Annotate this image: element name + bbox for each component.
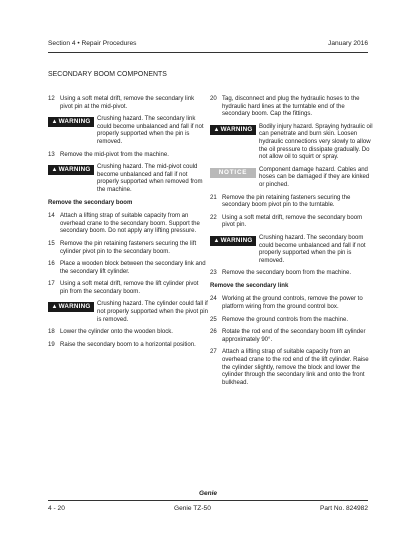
step-25	[210, 317, 374, 325]
warning-badge	[48, 302, 94, 312]
step-12	[48, 96, 208, 111]
step-number: 15	[48, 240, 55, 247]
warning-block	[48, 164, 208, 194]
warning-badge	[48, 117, 94, 127]
step-18	[48, 329, 208, 337]
warning-triangle-icon: ▲	[213, 126, 220, 133]
warning-text: Bodily injury hazard. Spraying hydraulic oil can penetrate and burn skin. Loosen hydraulic connections very slowly to allow the oil pressure to dissipate gradually. Do not allow oil to squirt or spray.	[259, 123, 373, 161]
right-column	[210, 96, 374, 392]
warning-label: WARNING	[220, 236, 253, 244]
left-column	[48, 96, 208, 354]
step-number: 12	[48, 96, 55, 102]
warning-block	[210, 124, 374, 162]
step-16	[48, 261, 208, 276]
part-number: Part No. 824982	[319, 505, 368, 512]
step-number: 20	[210, 96, 217, 102]
warning-block	[48, 301, 208, 324]
subheading-remove-secondary-boom: Remove the secondary boom	[48, 199, 133, 206]
header-rule	[48, 52, 368, 53]
notice-text: Component damage hazard. Cables and hoses can be damaged if they are kinked or pinched.	[259, 166, 370, 188]
warning-text: Crushing hazard. The secondary boom could become unbalanced and fall if not properly supported when the pin is removed.	[259, 234, 366, 264]
warning-label: WARNING	[58, 166, 91, 174]
header-section: Section 4 • Repair Procedures	[48, 40, 137, 47]
warning-text: Crushing hazard. The secondary link could become unbalanced and fall if not properly supported when the pin is removed.	[97, 116, 204, 145]
step-number: 27	[210, 349, 217, 356]
footer-rule	[48, 500, 368, 501]
warning-block	[210, 235, 374, 265]
warning-text: Crushing hazard. The cylinder could fall if not properly supported when the pivot pin is removed.	[97, 301, 208, 323]
warning-badge	[48, 165, 94, 175]
step-number: 23	[210, 270, 217, 277]
step-text: Remove the secondary boom from the machine.	[222, 270, 352, 277]
step-number: 14	[48, 213, 55, 220]
page-number: 4 - 20	[48, 505, 65, 512]
step-19	[48, 342, 208, 350]
step-number: 24	[210, 296, 217, 303]
step-17	[48, 281, 208, 296]
step-text: Attach a lifting strap of suitable capacity from an overhead crane to the rod end of the lift cylinder. Raise the cylinder slightly, remove the block and lower the cylinder through the secondary link and onto the front bulkhead.	[222, 349, 369, 386]
warning-triangle-icon: ▲	[51, 119, 58, 126]
step-number: 25	[210, 316, 217, 323]
warning-badge	[210, 236, 256, 246]
step-number: 18	[48, 329, 55, 336]
step-text: Using a soft metal drift, remove the secondary boom pivot pin.	[222, 214, 363, 229]
warning-label: WARNING	[58, 303, 91, 311]
warning-text: Crushing hazard. The mid-pivot could become unbalanced and fall if not properly supported when removed from the machine.	[97, 164, 203, 193]
subheading-remove-secondary-link: Remove the secondary link	[210, 282, 289, 289]
step-number: 17	[48, 281, 55, 288]
step-text: Remove the mid-pivot from the machine.	[60, 151, 169, 158]
step-text: Working at the ground controls, remove the power to platform wiring from the ground control box.	[222, 296, 363, 311]
step-number: 13	[48, 151, 55, 158]
step-21	[210, 195, 374, 210]
step-22	[210, 215, 374, 230]
warning-triangle-icon: ▲	[213, 237, 220, 244]
step-26	[210, 329, 374, 344]
genie-logo: Genie	[198, 490, 218, 497]
model-name: Genie TZ-50	[173, 505, 211, 512]
notice-badge: NOTICE	[210, 168, 256, 178]
warning-badge	[210, 125, 256, 135]
header-date: January 2016	[328, 40, 368, 47]
step-number: 19	[48, 341, 55, 348]
warning-triangle-icon: ▲	[51, 167, 58, 174]
step-text: Attach a lifting strap of suitable capacity from an overhead crane to the secondary boom. Support the secondary boom. Do not apply any lifting pressure.	[60, 213, 200, 235]
warning-label: WARNING	[58, 118, 91, 126]
step-text: Place a wooden block between the secondary link and the secondary lift cylinder.	[60, 261, 206, 275]
step-text: Remove the ground controls from the machine.	[222, 316, 349, 323]
warning-label: WARNING	[220, 125, 253, 133]
step-text: Lower the cylinder onto the wooden block.	[60, 329, 173, 336]
step-27	[210, 349, 374, 387]
step-14	[48, 213, 208, 236]
step-24	[210, 296, 374, 311]
step-13	[48, 152, 208, 160]
step-number: 26	[210, 329, 217, 336]
step-number: 21	[210, 194, 217, 201]
step-text: Remove the pin retaining fasteners securing the lift cylinder pivot pin to the secondary boom.	[60, 240, 197, 255]
step-number: 22	[210, 214, 217, 221]
step-text: Using a soft metal drift, remove the lift cylinder pivot pin from the secondary boom.	[60, 281, 199, 295]
step-15	[48, 241, 208, 256]
step-text: Remove the pin retaining fasteners securing the secondary boom pivot pin to the turntable.	[222, 194, 351, 209]
step-text: Rotate the rod end of the secondary boom lift cylinder approximately 90°.	[222, 329, 366, 343]
step-number: 16	[48, 261, 55, 268]
step-23	[210, 270, 374, 278]
step-text: Using a soft metal drift, remove the secondary link pivot pin at the mid-pivot.	[60, 96, 195, 110]
step-text: Tag, disconnect and plug the hydraulic hoses to the hydraulic hard lines at the turntable end of the secondary boom. Cap the fittings.	[222, 96, 360, 118]
warning-block	[48, 116, 208, 146]
section-title: SECONDARY BOOM COMPONENTS	[48, 71, 167, 78]
page-footer	[48, 505, 368, 512]
step-20	[210, 96, 374, 119]
notice-block	[210, 167, 374, 190]
warning-triangle-icon: ▲	[51, 304, 58, 311]
step-text: Raise the secondary boom to a horizontal position.	[60, 341, 196, 348]
